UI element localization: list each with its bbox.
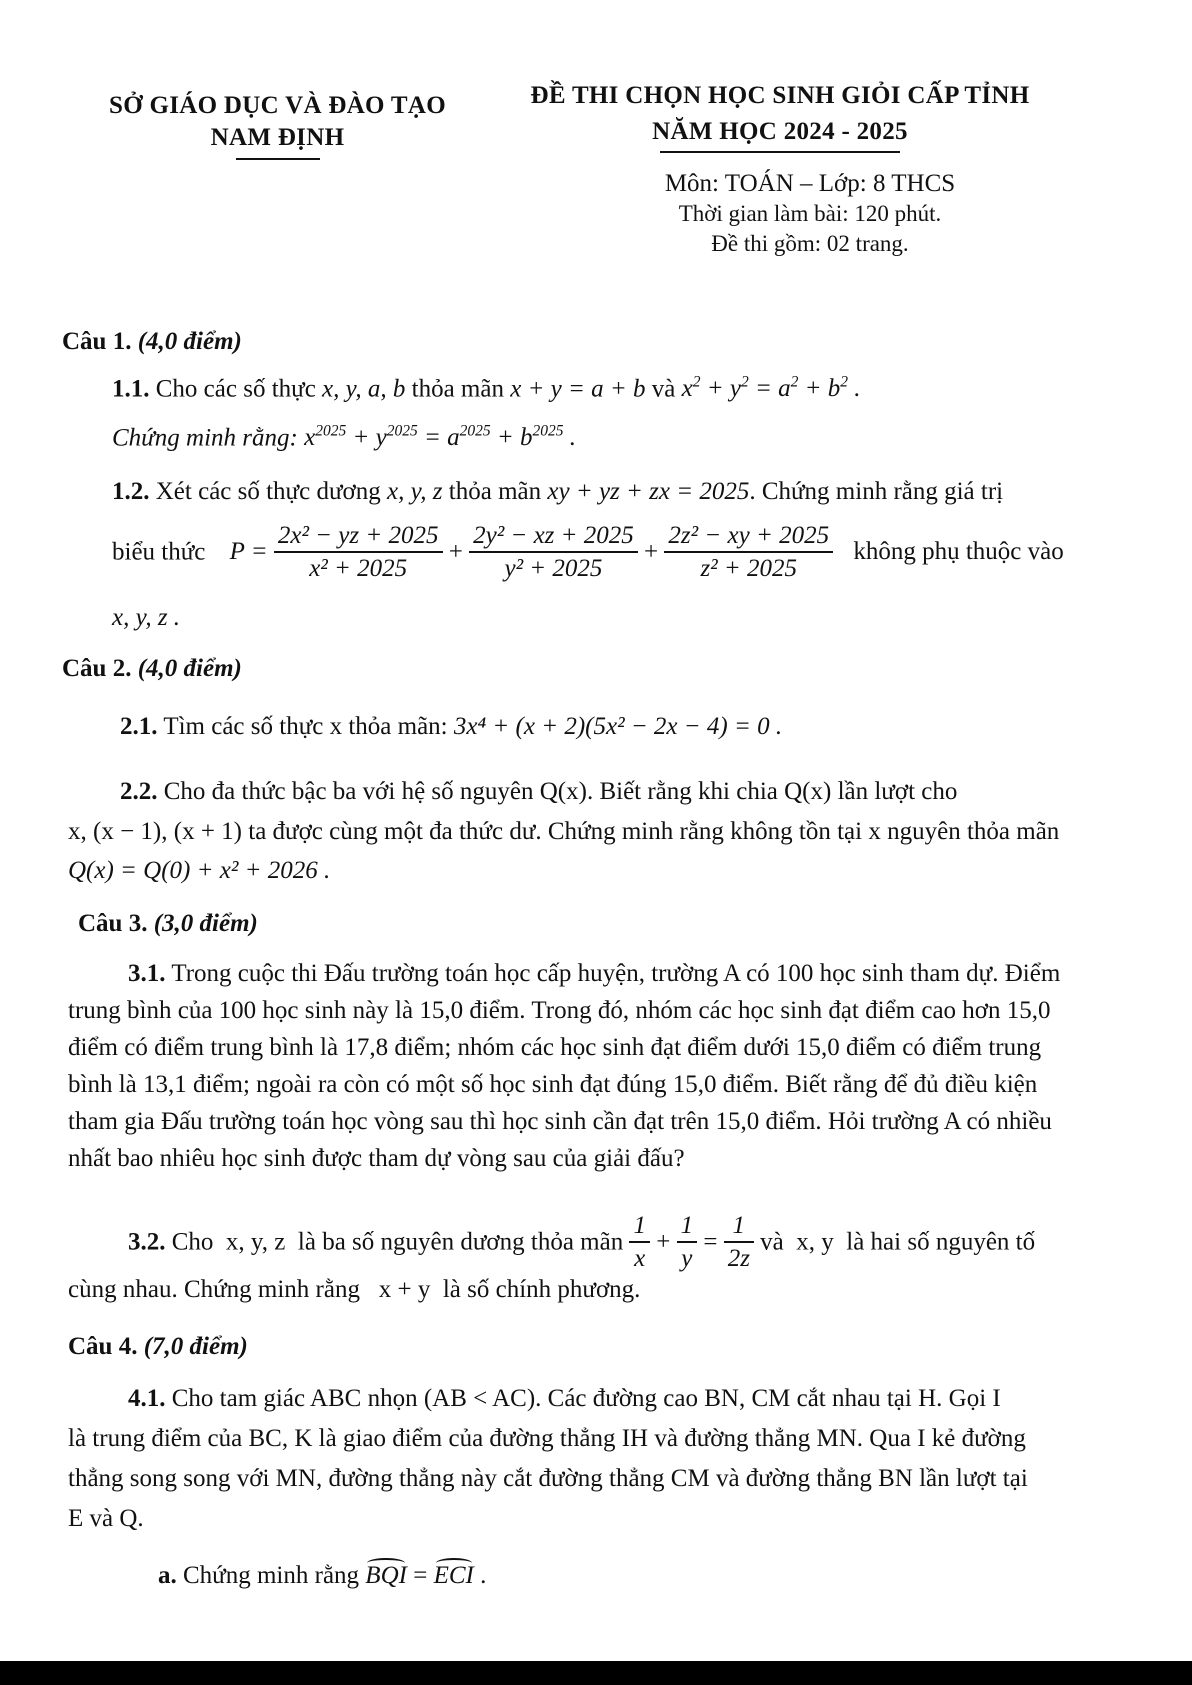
question-1-2-text: Xét các số thực dương xyxy=(155,478,381,505)
question-4-label: Câu 4. xyxy=(68,1333,138,1360)
fraction-1-over-y xyxy=(677,1210,698,1275)
question-3-1-line6: nhất bao nhiêu học sinh được tham dự vòng sau của giải đấu? xyxy=(68,1145,685,1172)
province-name: NAM ĐỊNH xyxy=(210,124,345,151)
question-1-1-vars: x, y, a, b xyxy=(322,375,406,403)
part-a-dot: . xyxy=(480,1562,487,1589)
fraction-3-denominator: z² + 2025 xyxy=(700,555,798,583)
part-a-text: Chứng minh rằng xyxy=(183,1562,360,1589)
fraction-1-numerator: 2x² − yz + 2025 xyxy=(274,520,443,553)
fraction-1-over-y-num: 1 xyxy=(677,1210,698,1243)
question-2-1-line xyxy=(120,713,782,741)
question-1-2-text2: thỏa mãn xyxy=(448,478,542,505)
question-2-points: (4,0 điểm) xyxy=(137,655,242,682)
question-3-2-line2: cùng nhau. Chứng minh rằng x + y là số chính phương. xyxy=(68,1276,641,1303)
question-2-label: Câu 2. xyxy=(62,655,132,682)
question-1-1-prove-text: Chứng minh rằng: xyxy=(112,424,298,452)
question-1-2-tail: không phụ thuộc vào xyxy=(853,538,1064,566)
question-3-1-line2: trung bình của 100 học sinh này là 15,0 điểm. Trong đó, nhóm các học sinh đạt điểm cao hơn 15,0 xyxy=(68,997,1051,1024)
question-1-2-vars: x, y, z xyxy=(386,478,443,505)
question-2-1-text: Tìm các số thực x thỏa mãn: xyxy=(163,713,448,740)
subject-line: Môn: TOÁN – Lớp: 8 THCS xyxy=(664,170,956,197)
bottom-scan-border xyxy=(0,1661,1192,1685)
question-1-2-label: 1.2. xyxy=(112,478,150,505)
question-2-2-label: 2.2. xyxy=(120,778,158,805)
exam-title: ĐỀ THI CHỌN HỌC SINH GIỎI CẤP TỈNH xyxy=(530,82,1030,109)
question-1-1-text: Cho các số thực xyxy=(155,375,316,403)
question-1-2-P: P = xyxy=(229,538,268,566)
question-3-2-text2: và x, y là hai số nguyên tố xyxy=(760,1228,1036,1256)
question-4-1-line4: E và Q. xyxy=(68,1505,144,1532)
question-3-2-line1: 3.2. Cho x, y, z là ba số nguyên dương thỏa mãn $\frac{1}{x}$ + $\frac{1}{y}$ = $\frac{1}{2z}$ và x, y là hai số nguyên tố xyxy=(128,1210,1035,1275)
fraction-1-over-x-den: x xyxy=(634,1245,646,1273)
fraction-1-over-x xyxy=(629,1210,650,1275)
question-1-label: Câu 1. xyxy=(62,328,132,355)
question-3-2-label: 3.2. xyxy=(128,1228,166,1256)
angle-eci: ECI xyxy=(433,1562,474,1589)
question-2-1-equation: 3x⁴ + (x + 2)(5x² − 2x − 4) = 0 . xyxy=(453,713,783,740)
fraction-1-over-y-den: y xyxy=(681,1245,693,1273)
question-3-1-line1 xyxy=(128,960,1060,988)
question-3-points: (3,0 điểm) xyxy=(153,910,258,937)
question-4-heading xyxy=(68,1333,248,1361)
fraction-1-denominator: x² + 2025 xyxy=(309,555,408,583)
fraction-1-over-2z-den: 2z xyxy=(727,1245,750,1273)
question-1-1-cond2: $x^2 + y^2 = a^2 + b^2$ . xyxy=(681,374,861,403)
fraction-3-numerator: 2z² − xy + 2025 xyxy=(664,520,833,553)
question-3-label: Câu 3. xyxy=(78,910,148,937)
question-1-heading xyxy=(62,328,242,356)
department-name: SỞ GIÁO DỤC VÀ ĐÀO TẠO xyxy=(109,92,446,119)
fraction-2-denominator: y² + 2025 xyxy=(504,555,603,583)
question-3-heading xyxy=(78,910,258,938)
question-1-1-cond1: x + y = a + b xyxy=(510,375,646,403)
question-4-1-line2: là trung điểm của BC, K là giao điểm của đường thẳng IH và đường thẳng MN. Qua I kẻ đường xyxy=(68,1425,1026,1452)
question-2-2-text1: Cho đa thức bậc ba với hệ số nguyên Q(x). Biết rằng khi chia Q(x) lần lượt cho xyxy=(163,778,958,805)
question-2-heading xyxy=(62,655,242,683)
fraction-1 xyxy=(274,520,443,585)
fraction-2-numerator: 2y² − xz + 2025 xyxy=(469,520,638,553)
question-1-1-and: và xyxy=(651,375,676,403)
question-3-1-line5: tham gia Đấu trường toán học vòng sau thì học sinh cần đạt trên 15,0 điểm. Hỏi trường A có nhiều xyxy=(68,1108,1052,1135)
question-2-1-label: 2.1. xyxy=(120,713,158,740)
question-1-2-expression: biểu thức P = $\frac{\text{2x² − yz + 2025}}{\text{x² + 2025}}$ + $\frac{\text{2y² − xz + 2025}}{\text{y² + 2025}}$ + $\frac{\text{2z² − xy + 2025}}{\text{z² + 2025}}$ không phụ thuộc vào xyxy=(112,520,1064,585)
header-underline-left xyxy=(236,158,320,160)
question-3-1-line4: bình là 13,1 điểm; ngoài ra còn có một số học sinh đạt đúng 15,0 điểm. Biết rằng để đủ điều kiện xyxy=(68,1071,1038,1098)
fraction-1-over-2z xyxy=(724,1210,754,1275)
question-1-1-prove-eq: $x^{2025} + y^{2025} = a^{2025} + b^{2025}$ . xyxy=(304,423,576,452)
question-4-1-label: 4.1. xyxy=(128,1385,166,1412)
question-1-2-line1 xyxy=(112,478,1003,506)
pages-line: Đề thi gồm: 02 trang. xyxy=(711,231,909,256)
question-1-1-text2: thỏa mãn xyxy=(411,375,504,403)
question-4-1-line1 xyxy=(128,1385,1001,1413)
question-3-1-label: 3.1. xyxy=(128,960,166,987)
question-4-1-a-line xyxy=(158,1562,486,1590)
fraction-2 xyxy=(469,520,638,585)
fraction-1-over-2z-num: 1 xyxy=(724,1210,754,1243)
angle-bqi: BQI xyxy=(365,1562,407,1589)
question-3-1-text1: Trong cuộc thi Đấu trường toán học cấp huyện, trường A có 100 học sinh tham dự. Điểm xyxy=(171,960,1061,987)
question-3-2-text: Cho x, y, z là ba số nguyên dương thỏa mãn xyxy=(171,1228,624,1256)
fraction-3 xyxy=(664,520,833,585)
question-1-2-cond: xy + yz + zx = 2025 xyxy=(547,478,750,505)
question-2-2-line3: Q(x) = Q(0) + x² + 2026 . xyxy=(68,857,331,884)
question-1-1-prove xyxy=(112,423,576,452)
question-1-2-text3: . Chứng minh rằng giá trị xyxy=(749,478,1004,505)
part-a-label: a. xyxy=(158,1562,177,1589)
question-1-1-line xyxy=(112,374,860,403)
question-4-1-line3: thẳng song song với MN, đường thẳng này cắt đường thẳng CM và đường thẳng BN lần lượt tại xyxy=(68,1465,1028,1492)
question-3-1-line3: điểm có điểm trung bình là 17,8 điểm; nhóm các học sinh đạt điểm dưới 15,0 điểm có điểm trung xyxy=(68,1034,1042,1061)
question-4-points: (7,0 điểm) xyxy=(143,1333,248,1360)
time-line: Thời gian làm bài: 120 phút. xyxy=(678,201,942,226)
fraction-1-over-x-num: 1 xyxy=(629,1210,650,1243)
question-1-2-expr-label: biểu thức xyxy=(112,538,206,566)
question-4-1-text1: Cho tam giác ABC nhọn (AB < AC). Các đường cao BN, CM cắt nhau tại H. Gọi I xyxy=(171,1385,1001,1412)
question-1-points: (4,0 điểm) xyxy=(137,328,242,355)
question-2-2-line2: x, (x − 1), (x + 1) ta được cùng một đa thức dư. Chứng minh rằng không tồn tại x nguyên thỏa mãn xyxy=(68,818,1060,845)
question-1-1-label: 1.1. xyxy=(112,375,150,403)
question-2-2-line1 xyxy=(120,778,957,806)
question-1-2-last: x, y, z . xyxy=(112,604,181,631)
header-underline-right xyxy=(660,151,900,153)
part-a-equals: = xyxy=(413,1562,428,1589)
school-year: NĂM HỌC 2024 - 2025 xyxy=(652,118,908,145)
